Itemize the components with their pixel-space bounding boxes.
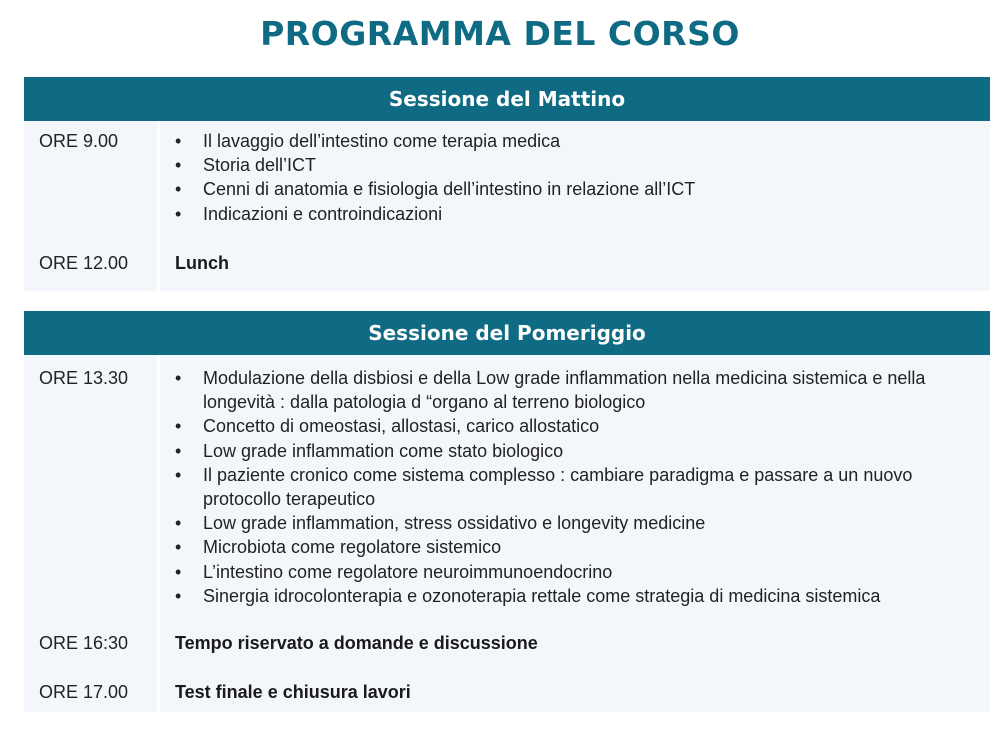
topic-text: Storia dell’ICT: [203, 155, 317, 176]
final-time: ORE 17.00: [39, 682, 129, 702]
morning-start-time: ORE 9.00: [39, 131, 119, 151]
afternoon-topic-list: [175, 366, 980, 608]
afternoon-session-header: Sessione del Pomeriggio: [24, 311, 990, 355]
bullet-icon: •: [175, 155, 182, 176]
morning-session-header: Sessione del Mattino: [24, 77, 990, 121]
topic-text: Cenni di anatomia e fisiologia dell’intestino in relazione all’ICT: [203, 179, 696, 200]
list-item: [175, 463, 980, 511]
bullet-icon: •: [175, 585, 182, 606]
list-item: [175, 414, 980, 438]
morning-topic-list: [175, 129, 980, 226]
list-item: [175, 535, 980, 559]
list-item: [175, 439, 980, 463]
bullet-icon: •: [175, 179, 182, 200]
topic-text: L’intestino come regolatore neuroimmunoendocrino: [203, 561, 613, 582]
lunch-label: Lunch: [175, 253, 229, 273]
qa-time: ORE 16:30: [39, 633, 129, 653]
page-title: PROGRAMMA DEL CORSO: [260, 14, 740, 53]
topic-text: Il lavaggio dell’intestino come terapia medica: [203, 131, 561, 151]
afternoon-session: [24, 311, 990, 712]
bullet-icon: •: [175, 464, 182, 485]
topic-text: Indicazioni e controindicazioni: [203, 203, 443, 224]
topic-text: Microbiota come regolatore sistemico: [203, 537, 502, 558]
bullet-icon: •: [175, 513, 182, 534]
afternoon-start-time: ORE 13.30: [39, 368, 129, 388]
bullet-icon: •: [175, 203, 182, 224]
list-item: [175, 584, 980, 608]
topic-text: Low grade inflammation come stato biologico: [203, 440, 564, 461]
topic-text: Modulazione della disbiosi e della Low grade inflammation nella medicina sistemica e nella longevità : dalla patologia d “organo al terreno biologico: [203, 368, 926, 413]
topic-text: Il paziente cronico come sistema complesso : cambiare paradigma e passare a un nuovo protocollo terapeutico: [203, 464, 913, 510]
list-item: [175, 560, 980, 584]
topic-text: Concetto di omeostasi, allostasi, carico allostatico: [203, 416, 600, 437]
list-item: [175, 153, 980, 177]
topic-text: Low grade inflammation, stress ossidativo e longevity medicine: [203, 513, 706, 534]
bullet-icon: •: [175, 537, 182, 558]
bullet-icon: •: [175, 440, 182, 461]
morning-session: [24, 77, 990, 291]
list-item: [175, 511, 980, 535]
list-item: [175, 202, 980, 226]
final-label: Test finale e chiusura lavori: [175, 682, 411, 702]
topic-text: Sinergia idrocolonterapia e ozonoterapia rettale come strategia di medicina sistemica: [203, 585, 881, 606]
lunch-time: ORE 12.00: [39, 253, 129, 273]
time-column: [24, 355, 157, 712]
bullet-icon: •: [175, 561, 182, 582]
morning-session-body: [24, 121, 990, 291]
list-item: [175, 366, 980, 414]
bullet-icon: •: [175, 368, 182, 388]
list-item: [175, 177, 980, 201]
bullet-icon: •: [175, 131, 182, 151]
list-item: [175, 129, 980, 153]
afternoon-session-body: [24, 355, 990, 712]
qa-label: Tempo riservato a domande e discussione: [175, 633, 538, 653]
bullet-icon: •: [175, 416, 182, 437]
